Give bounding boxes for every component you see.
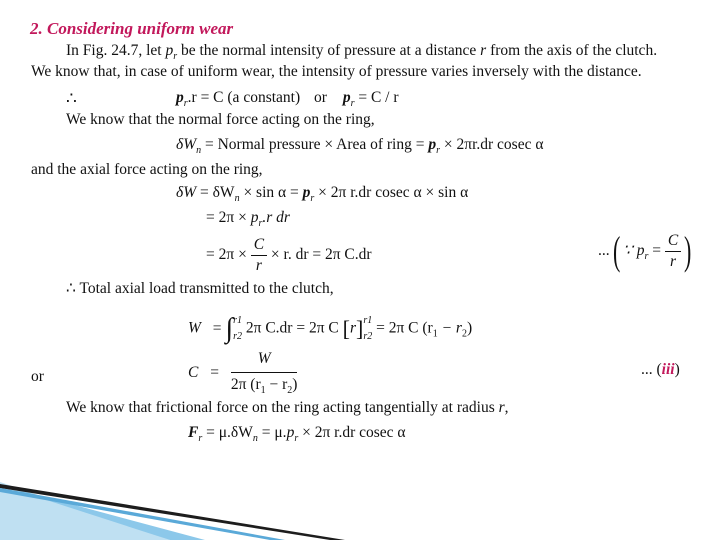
symbol-p: p	[342, 89, 351, 106]
symbol-p: p	[428, 136, 437, 153]
text: × sin α =	[239, 184, 303, 201]
lower-limit: r2	[233, 331, 242, 342]
equation-2	[176, 137, 543, 156]
text: 2π (r	[230, 375, 261, 393]
paragraph-axial-force: and the axial force acting on the ring,	[31, 161, 263, 178]
subscript: n	[252, 433, 258, 445]
text: =	[648, 241, 661, 259]
symbol-p: p	[302, 184, 311, 201]
numerator: C	[665, 232, 681, 252]
text: = μ.	[257, 424, 287, 441]
text: − r	[437, 319, 462, 337]
text: = 2π C (r	[372, 319, 433, 337]
dots: ...	[598, 241, 610, 259]
text: from the axis of the clutch.	[486, 42, 658, 59]
paragraph-frictional-force	[66, 400, 509, 416]
subscript: r	[198, 433, 203, 445]
subscript: r	[436, 145, 441, 157]
subscript: r	[310, 193, 315, 205]
denominator: r	[255, 256, 262, 274]
text: = Normal pressure × Area of ring =	[201, 136, 429, 153]
symbol-p: p	[286, 424, 295, 441]
symbol-r: r	[349, 319, 356, 337]
text: = δW	[196, 184, 235, 201]
text: We know that frictional force on the ring acting tangentially at radius	[66, 399, 499, 416]
or-label: or	[31, 368, 44, 385]
equation-1	[176, 90, 399, 109]
text: = μ.δW	[202, 424, 253, 441]
integral-limits	[233, 313, 242, 345]
text: )	[292, 375, 298, 393]
subscript: n	[234, 193, 240, 205]
upper-limit: r1	[233, 315, 242, 326]
symbol-c: C	[188, 363, 199, 381]
subscript: r	[183, 98, 188, 110]
subscript: 2	[461, 328, 467, 340]
subscript: r	[173, 51, 178, 63]
text: = C / r	[354, 89, 399, 106]
subscript: r	[644, 250, 649, 262]
decorative-ribbon	[0, 440, 720, 540]
paragraph-intro	[66, 43, 657, 62]
text: be the normal intensity of pressure at a distance	[177, 42, 481, 59]
text: − r	[265, 375, 288, 393]
dots: ... (	[641, 361, 662, 378]
text: = 2π ×	[206, 245, 247, 263]
equals: =	[210, 363, 219, 381]
equation-4	[206, 210, 290, 229]
close-bracket: ]	[355, 316, 364, 341]
symbol-f: F	[188, 424, 199, 441]
symbol-p: p	[176, 89, 184, 106]
numerator: C	[251, 236, 267, 256]
subscript: 2	[287, 384, 293, 396]
paragraph-uniform-wear: We know that, in case of uniform wear, the intensity of pressure varies inversely with the distance.	[31, 63, 642, 80]
symbol: δW	[176, 184, 197, 201]
symbol: δW	[176, 136, 197, 153]
symbol-w: W	[188, 319, 201, 337]
ref-number: iii	[661, 361, 675, 378]
text: .r = C (a constant)	[187, 89, 301, 106]
symbol-p: p	[165, 42, 174, 59]
symbol-p: p	[250, 209, 259, 226]
paragraph-normal-force: We know that the normal force acting on the ring,	[66, 111, 375, 128]
left-paren: (	[612, 228, 620, 274]
upper-limit: r1	[363, 315, 373, 326]
side-note-pr	[598, 228, 695, 274]
text: In Fig. 24.7, let	[66, 42, 166, 59]
open-bracket: [	[342, 316, 350, 341]
subscript: r	[350, 98, 355, 110]
text: × 2πr.dr cosec α	[440, 136, 544, 153]
symbol-r: r	[498, 399, 505, 416]
equation-3	[176, 185, 468, 204]
text: 2π C.dr = 2π C	[242, 319, 343, 337]
text: = 2π ×	[206, 209, 251, 226]
denominator	[231, 373, 298, 397]
text: × 2π r.dr cosec α × sin α	[314, 184, 469, 201]
symbol-r: r	[480, 42, 487, 59]
lower-limit: r2	[363, 331, 373, 342]
equation-6	[188, 313, 472, 345]
subscript: n	[196, 145, 202, 157]
text: ,	[504, 399, 509, 416]
fraction-c-over-r	[665, 232, 681, 271]
paragraph-total-axial-load: ∴ Total axial load transmitted to the clutch,	[66, 280, 334, 297]
fraction-c-over-r	[251, 236, 267, 275]
fraction-w-over-2pi	[231, 350, 298, 397]
subscript: r	[294, 433, 299, 445]
text: × 2π r.dr cosec α	[298, 424, 406, 441]
therefore-symbol: ∴	[66, 89, 77, 108]
because-text: ∵ p	[622, 241, 645, 259]
equation-ref-iii	[641, 362, 680, 378]
subscript: 1	[432, 328, 438, 340]
text: × r. dr = 2π C.dr	[270, 245, 372, 263]
text: )	[466, 319, 473, 337]
subscript: r	[258, 218, 263, 230]
subscript: 1	[260, 384, 266, 396]
text: .r dr	[262, 209, 290, 226]
numerator: W	[231, 350, 298, 373]
text: )	[674, 361, 680, 378]
right-paren: )	[684, 228, 692, 274]
bracket-limits	[363, 313, 372, 345]
denominator: r	[670, 252, 677, 270]
or-text: or	[314, 89, 327, 106]
section-heading: 2. Considering uniform wear	[30, 19, 234, 38]
equation-5	[206, 236, 372, 275]
equals: =	[212, 319, 222, 337]
equation-7	[188, 350, 297, 397]
integral-sign: ∫	[225, 313, 234, 344]
